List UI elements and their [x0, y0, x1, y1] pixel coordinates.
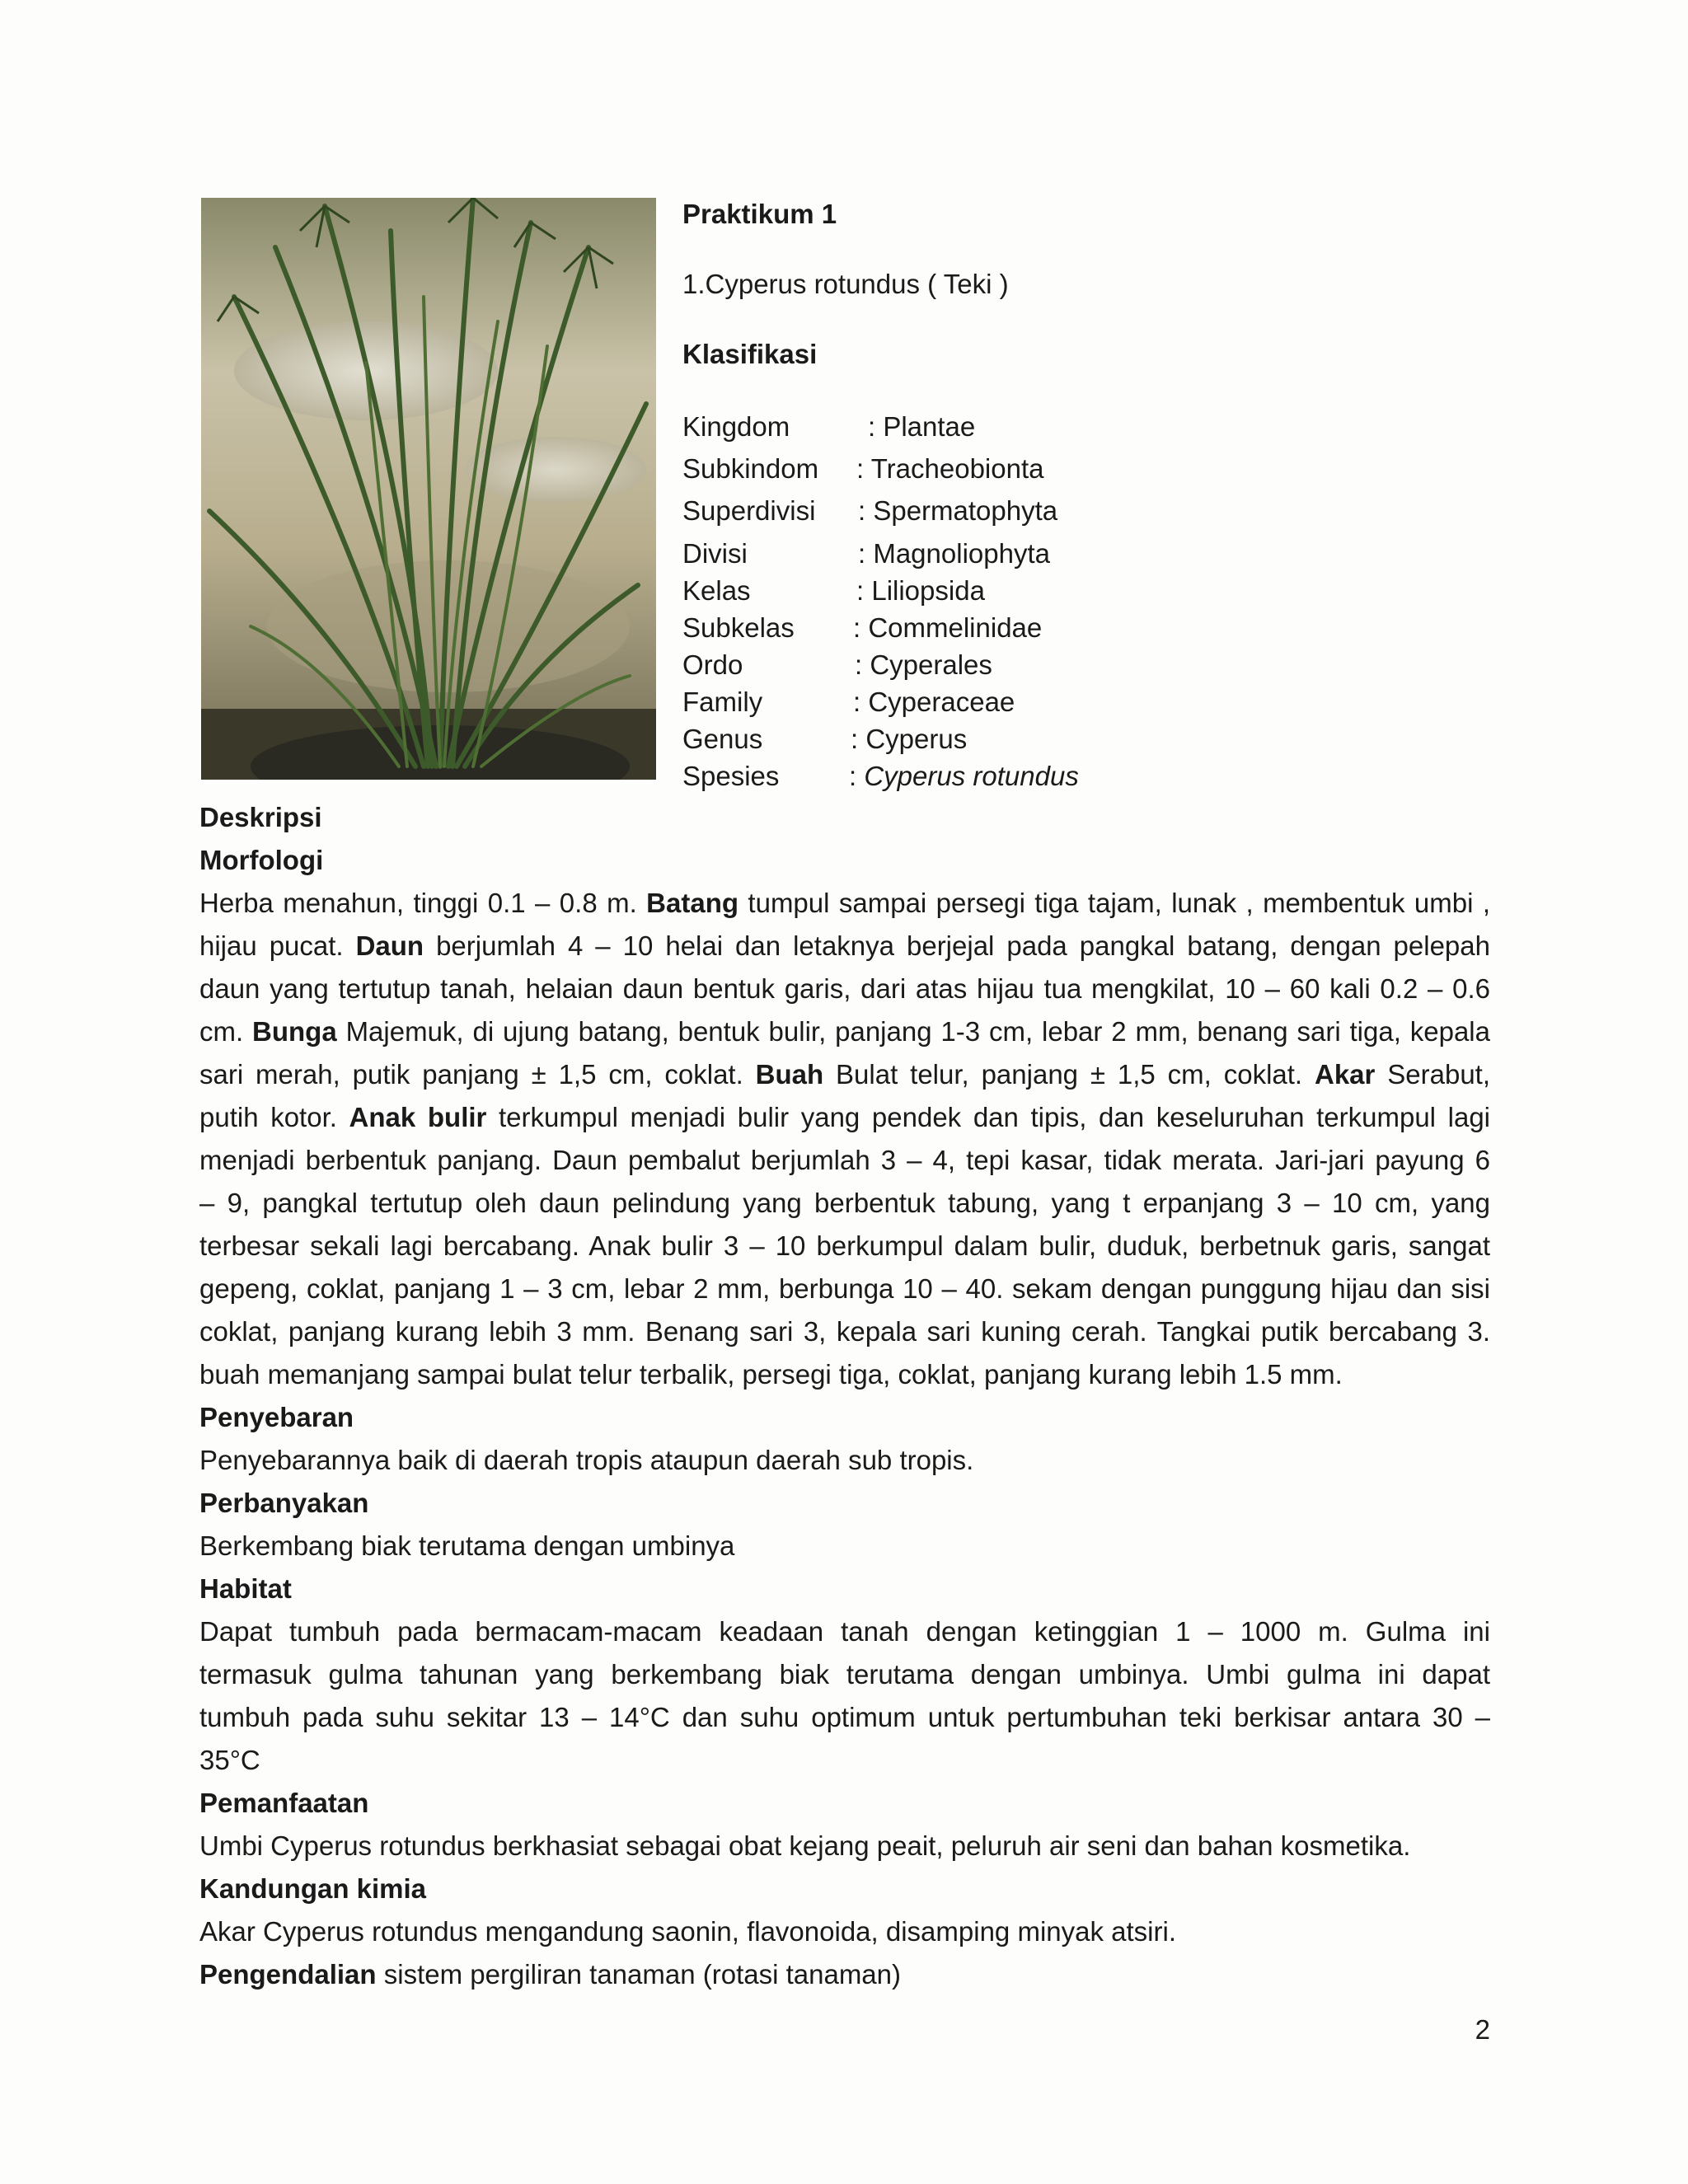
- classification-value: : Tracheobionta: [856, 453, 1044, 484]
- text-line: termasuk gulma tahunan yang berkembang biak terutama dengan umbinya. Umbi gulma ini dapat: [199, 1659, 1490, 1690]
- pengendalian-text: sistem pergiliran tanaman (rotasi tanaman): [376, 1959, 902, 1990]
- classification-key: Subkelas: [682, 612, 795, 643]
- classification-value: : Plantae: [868, 411, 976, 442]
- heading-perbanyakan: Perbanyakan: [199, 1488, 369, 1518]
- classification-row: [682, 494, 1424, 527]
- perbanyakan-text: Berkembang biak terutama dengan umbinya: [199, 1530, 735, 1561]
- kandungan-text: Akar Cyperus rotundus mengandung saonin, flavonoida, disamping minyak atsiri.: [199, 1916, 1176, 1947]
- classification-key: Subkindom: [682, 453, 819, 484]
- plant-photo: [201, 198, 656, 780]
- pemanfaatan-text: Umbi Cyperus rotundus berkhasiat sebagai obat kejang peait, peluruh air seni dan bahan kosmetika.: [199, 1830, 1411, 1861]
- text-line: 35°C: [199, 1745, 260, 1775]
- classification-value: : Commelinidae: [853, 612, 1043, 643]
- classification-key: Superdivisi: [682, 495, 816, 526]
- practical-title: Praktikum 1: [682, 199, 837, 229]
- classification-row: [682, 410, 1424, 443]
- heading-pemanfaatan: Pemanfaatan: [199, 1788, 369, 1818]
- classification-value: : Cyperales: [855, 649, 992, 680]
- morfologi-paragraph: [199, 882, 1490, 1396]
- pengendalian-line: [199, 1953, 1490, 1996]
- text-line: daun yang tertutup tanah, helaian daun bentuk garis, dari atas hijau tua mengkilat, 10 – 60 kali 0.2 – 0.6: [199, 973, 1490, 1004]
- classification-value: : Cyperaceae: [853, 687, 1015, 717]
- text-line: – 9, pangkal tertutup oleh daun pelindung yang berbentuk tabung, yang t erpanjang 3 – 10 cm, yang: [199, 1188, 1490, 1218]
- description-body: [199, 796, 1490, 1996]
- classification-value: : Magnoliophyta: [858, 538, 1050, 569]
- classification-value: : Cyperus rotundus: [849, 761, 1079, 791]
- text-line: Dapat tumbuh pada bermacam-macam keadaan tanah dengan ketinggian 1 – 1000 m. Gulma ini: [199, 1616, 1490, 1647]
- heading-deskripsi: Deskripsi: [199, 802, 322, 832]
- text-line: Herba menahun, tinggi 0.1 – 0.8 m. Batang tumpul sampai persegi tiga tajam, lunak , membentuk umbi ,: [199, 888, 1490, 918]
- classification-row: [682, 537, 1424, 570]
- classification-key: Kelas: [682, 575, 751, 606]
- classification-key: Genus: [682, 724, 763, 754]
- text-line: menjadi berbentuk panjang. Daun pembalut berjumlah 3 – 4, tepi kasar, tidak merata. Jari-jari payung 6: [199, 1145, 1490, 1175]
- text-line: sari merah, putik panjang ± 1,5 cm, coklat. Buah Bulat telur, panjang ± 1,5 cm, coklat. Akar Serabut,: [199, 1059, 1491, 1090]
- classification-value: : Liliopsida: [856, 575, 985, 606]
- species-title: 1.Cyperus rotundus ( Teki ): [682, 269, 1009, 299]
- classification-key: Family: [682, 687, 763, 717]
- heading-pengendalian: Pengendalian: [199, 1959, 377, 1990]
- heading-penyebaran: Penyebaran: [199, 1402, 354, 1432]
- classification-key: Kingdom: [682, 411, 790, 442]
- classification-row: [682, 760, 1424, 793]
- classification-row: [682, 686, 1424, 719]
- classification-key: Spesies: [682, 761, 780, 791]
- habitat-paragraph: [199, 1610, 1490, 1782]
- classification-row: [682, 723, 1424, 756]
- classification-value: : Cyperus: [851, 724, 968, 754]
- page-number: 2: [1475, 2014, 1490, 2045]
- heading-morfologi: Morfologi: [199, 845, 324, 875]
- classification-value: : Spermatophyta: [858, 495, 1058, 526]
- classification-row: [682, 452, 1424, 485]
- penyebaran-text: Penyebarannya baik di daerah tropis ataupun daerah sub tropis.: [199, 1445, 974, 1475]
- heading-kandungan-kimia: Kandungan kimia: [199, 1873, 427, 1904]
- text-line: coklat, panjang kurang lebih 3 mm. Benang sari 3, kepala sari kuning cerah. Tangkai putik bercabang 3.: [199, 1316, 1490, 1347]
- classification-key: Divisi: [682, 538, 748, 569]
- classification-row: [682, 649, 1424, 682]
- text-line: cm. Bunga Majemuk, di ujung batang, bentuk bulir, panjang 1-3 cm, lebar 2 mm, benang sari tiga, kepala: [199, 1016, 1490, 1047]
- classification-row: [682, 612, 1424, 644]
- text-line: buah memanjang sampai bulat telur terbalik, persegi tiga, coklat, panjang kurang lebih 1.5 mm.: [199, 1359, 1343, 1390]
- cyperus-plant-image: [201, 198, 656, 780]
- text-line: hijau pucat. Daun berjumlah 4 – 10 helai dan letaknya berjejal pada pangkal batang, dengan pelepah: [199, 930, 1490, 961]
- text-line: tumbuh pada suhu sekitar 13 – 14°C dan suhu optimum untuk pertumbuhan teki berkisar antara 30 –: [199, 1702, 1490, 1732]
- text-line: putih kotor. Anak bulir terkumpul menjadi bulir yang pendek dan tipis, dan keseluruhan terkumpul lagi: [199, 1102, 1491, 1132]
- heading-habitat: Habitat: [199, 1573, 292, 1604]
- text-line: terbesar sekali lagi bercabang. Anak bulir 3 – 10 berkumpul dalam bulir, duduk, berbetnuk garis, sangat: [199, 1230, 1490, 1261]
- classification-key: Ordo: [682, 649, 743, 680]
- classification-heading: Klasifikasi: [682, 339, 818, 369]
- species-name-italic: Cyperus rotundus: [864, 761, 1079, 791]
- classification-row: [682, 574, 1424, 607]
- text-line: gepeng, coklat, panjang 1 – 3 cm, lebar 2 mm, berbunga 10 – 40. sekam dengan punggung hijau dan sisi: [199, 1273, 1490, 1304]
